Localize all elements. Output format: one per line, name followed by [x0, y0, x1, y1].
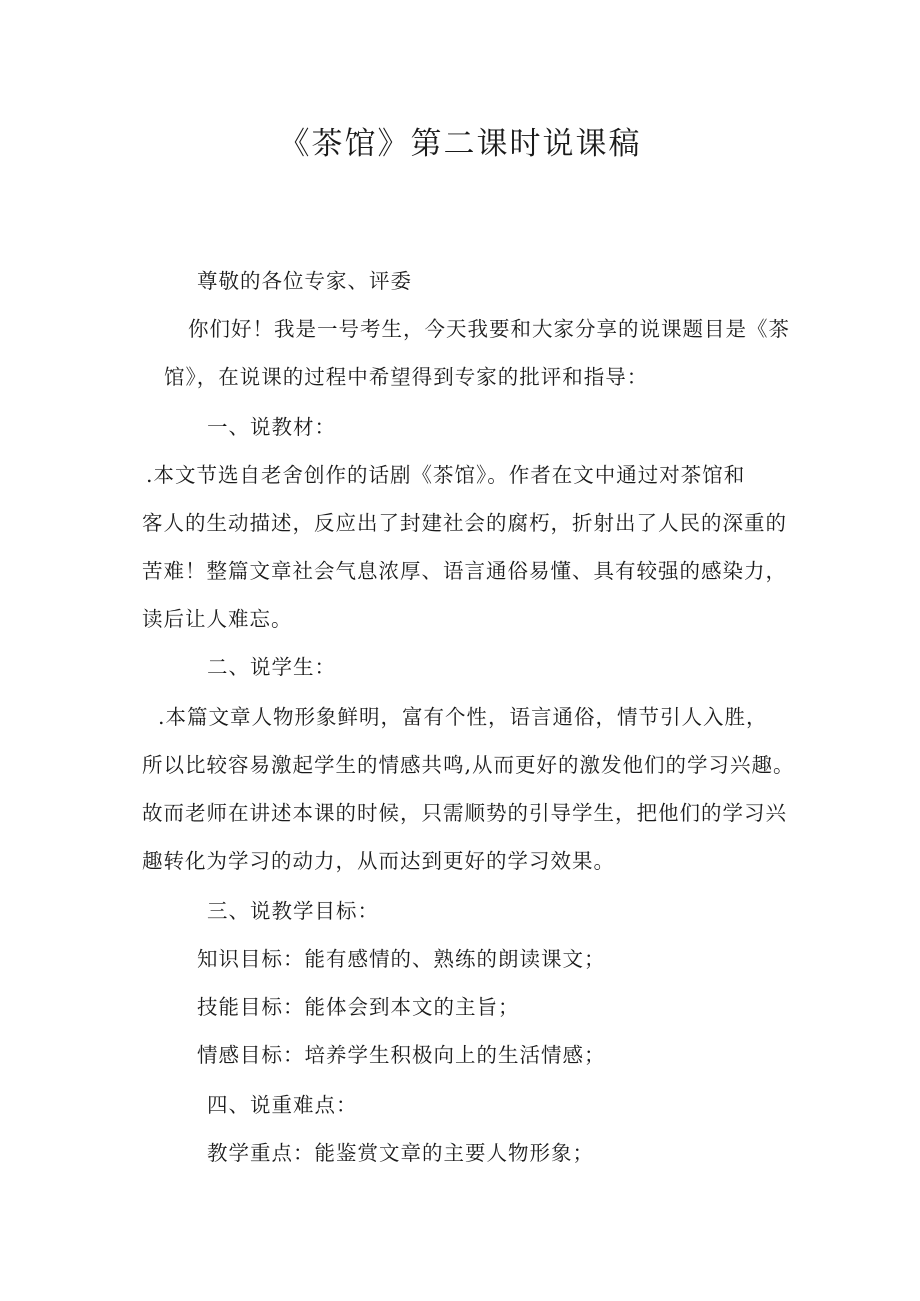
textbook-paragraph-line: 读后让人难忘。	[142, 607, 293, 631]
greeting: 尊敬的各位专家、评委	[197, 269, 412, 293]
section-heading-students: 二、说学生：	[207, 655, 336, 679]
document-title: 《茶馆》第二课时说课稿	[278, 126, 642, 162]
students-paragraph-line: 趣转化为学习的动力，从而达到更好的学习效果。	[142, 849, 615, 873]
difficulty-item: 教学重点：能鉴赏文章的主要人物形象；	[207, 1141, 594, 1165]
section-heading-textbook: 一、说教材：	[207, 415, 336, 439]
goal-item: 技能目标：能体会到本文的主旨；	[197, 995, 520, 1019]
students-paragraph-line: .本篇文章人物形象鲜明，富有个性，语言通俗，情节引人入胜，	[158, 705, 768, 729]
section-heading-goals: 三、说教学目标：	[207, 899, 379, 923]
textbook-paragraph-line: .本文节选自老舍创作的话剧《茶馆》。作者在文中通过对茶馆和	[146, 463, 746, 487]
textbook-paragraph-line: 客人的生动描述，反应出了封建社会的腐朽，折射出了人民的深重的	[142, 511, 787, 535]
students-paragraph-line: 所以比较容易激起学生的情感共鸣,从而更好的激发他们的学习兴趣。	[142, 753, 795, 777]
intro-line: 馆》，在说课的过程中希望得到专家的批评和指导：	[164, 365, 649, 389]
goal-item: 知识目标：能有感情的、熟练的朗读课文；	[197, 947, 606, 971]
textbook-paragraph-line: 苦难！整篇文章社会气息浓厚、语言通俗易懂、具有较强的感染力，	[142, 559, 787, 583]
goal-item: 情感目标：培养学生积极向上的生活情感；	[197, 1043, 606, 1067]
students-paragraph-line: 故而老师在讲述本课的时候，只需顺势的引导学生，把他们的学习兴	[142, 801, 787, 825]
intro-line: 你们好！我是一号考生，今天我要和大家分享的说课题目是《茶	[188, 317, 790, 341]
section-heading-difficulties: 四、说重难点：	[207, 1093, 358, 1117]
